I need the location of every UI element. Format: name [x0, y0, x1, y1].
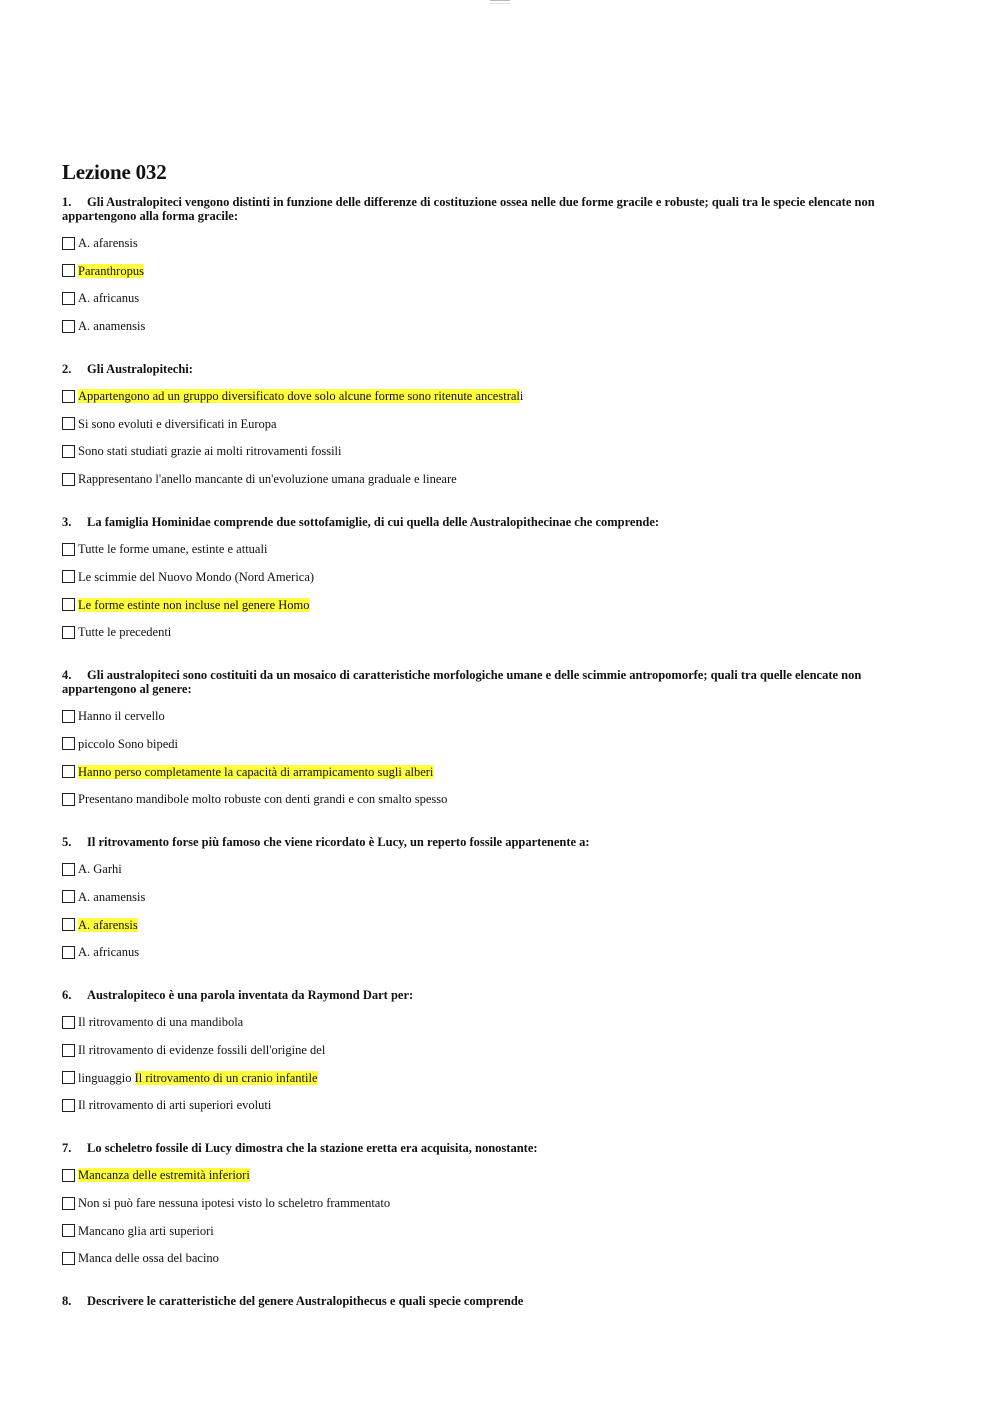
answer-label — [78, 443, 342, 459]
checkbox[interactable] — [62, 570, 75, 583]
answer-label — [78, 1097, 271, 1113]
answer-label — [78, 1042, 325, 1058]
question-spacer — [62, 1266, 902, 1294]
answer-text: Presentano mandibole molto robuste con denti grandi e con smalto spesso — [78, 792, 448, 807]
highlighted-answer: Appartengono ad un gruppo diversificato dove solo alcune forme sono ritenute ancestral — [78, 389, 520, 404]
highlighted-answer: Paranthropus — [78, 263, 144, 278]
checkbox[interactable] — [62, 737, 75, 750]
highlighted-answer: Il ritrovamento di un cranio infantile — [134, 1070, 318, 1085]
checkbox[interactable] — [62, 237, 75, 250]
answer-text: Tutte le precedenti — [78, 625, 172, 640]
answer-option[interactable] — [62, 1223, 902, 1239]
answer-text: Si sono evoluti e diversificati in Europa — [78, 416, 277, 431]
question-label: Australopiteco è una parola inventata da Raymond Dart per: — [87, 988, 414, 1003]
question-number: 1. — [62, 195, 72, 209]
answer-option[interactable] — [62, 1250, 902, 1266]
answer-text: A. afarensis — [78, 236, 138, 250]
checkbox[interactable] — [62, 765, 75, 778]
answer-label — [78, 1167, 250, 1183]
checkbox[interactable] — [62, 918, 75, 931]
answer-label — [78, 1195, 390, 1211]
question-number: 2. — [62, 362, 72, 377]
answer-label — [78, 1014, 243, 1030]
highlighted-answer: Hanno perso completamente la capacità di arrampicamento sugli alberi — [78, 764, 434, 779]
answer-label — [78, 569, 314, 585]
answer-option[interactable] — [62, 917, 902, 933]
answer-option[interactable] — [62, 1042, 902, 1058]
answer-text: A. africanus — [78, 945, 140, 960]
question-number: 3. — [62, 515, 72, 530]
answer-option[interactable] — [62, 471, 902, 487]
question-block — [62, 195, 902, 334]
answer-label — [78, 708, 165, 724]
answer-option[interactable] — [62, 318, 902, 334]
answer-text: Manca delle ossa del bacino — [78, 1251, 219, 1266]
answer-text: A. africanus — [78, 291, 140, 306]
question-text — [62, 835, 894, 849]
answer-prefix: linguaggio — [78, 1070, 135, 1085]
answer-option[interactable] — [62, 889, 902, 905]
answer-text: A. anamensis — [78, 889, 146, 904]
checkbox[interactable] — [62, 417, 75, 430]
question-label: Gli Australopiteci vengono distinti in funzione delle differenze di costituzione ossea nelle due forme gracile e robuste; quali tra le specie elencate non appartengono alla forma gracile: — [62, 195, 875, 223]
answer-label — [78, 1223, 214, 1239]
answer-option[interactable] — [62, 541, 902, 557]
answer-label — [78, 889, 145, 905]
checkbox[interactable] — [62, 710, 75, 723]
answer-label — [78, 917, 138, 933]
checkbox[interactable] — [62, 626, 75, 639]
checkbox[interactable] — [62, 1016, 75, 1029]
answer-text: Mancano glia arti superiori — [78, 1223, 214, 1238]
answer-label — [78, 861, 122, 877]
answer-text: Tutte le forme umane, estinte e attuali — [78, 542, 268, 557]
question-text — [62, 195, 894, 223]
question-text — [62, 1141, 894, 1155]
checkbox[interactable] — [62, 1099, 75, 1112]
checkbox[interactable] — [62, 1197, 75, 1210]
question-number: 4. — [62, 668, 72, 683]
answer-label — [78, 1250, 219, 1266]
question-number: 6. — [62, 988, 72, 1003]
checkbox[interactable] — [62, 1044, 75, 1057]
question-label: Il ritrovamento forse più famoso che viene ricordato è Lucy, un reperto fossile appartenente a: — [87, 835, 590, 850]
checkbox[interactable] — [62, 1224, 75, 1237]
answer-label — [78, 235, 138, 251]
answer-label — [78, 318, 145, 334]
highlighted-answer: Mancanza delle estremità inferiori — [78, 1168, 250, 1183]
answer-label — [78, 597, 310, 613]
answer-option[interactable] — [62, 1070, 902, 1086]
answer-option[interactable] — [62, 569, 902, 585]
answer-text: Sono stati studiati grazie ai molti ritrovamenti fossili — [78, 444, 342, 459]
answer-text: Non si può fare nessuna ipotesi visto lo scheletro frammentato — [78, 1196, 391, 1211]
answer-label — [78, 764, 433, 780]
question-block — [62, 515, 902, 640]
checkbox[interactable] — [62, 863, 75, 876]
checkbox[interactable] — [62, 598, 75, 611]
answer-label — [78, 388, 523, 404]
question-spacer — [62, 807, 902, 835]
answer-label — [78, 416, 277, 432]
answer-text: A. anamensis — [78, 319, 146, 334]
question-spacer — [62, 640, 902, 668]
question-block — [62, 1141, 902, 1266]
question-number: 7. — [62, 1141, 72, 1156]
answer-option[interactable] — [62, 861, 902, 877]
answer-text: A. Garhi — [78, 862, 122, 877]
question-text — [62, 362, 894, 376]
question-text — [62, 668, 894, 696]
answer-text: Il ritrovamento di arti superiori evoluti — [78, 1098, 272, 1113]
answer-label — [78, 541, 267, 557]
question-text — [62, 988, 894, 1002]
answer-option[interactable] — [62, 263, 902, 279]
answer-option[interactable] — [62, 624, 902, 640]
checkbox[interactable] — [62, 543, 75, 556]
answer-text: Hanno il cervello — [78, 709, 165, 724]
question-label: Gli Australopitechi: — [87, 362, 193, 377]
question-label: Gli australopiteci sono costituiti da un mosaico di caratteristiche morfologiche umane e delle scimmie antropomorfe; quali tra quelle elencate non appartengono al genere: — [62, 668, 862, 697]
answer-option[interactable] — [62, 597, 902, 613]
answer-option[interactable] — [62, 944, 902, 960]
answer-option[interactable] — [62, 791, 902, 807]
answer-label — [78, 791, 447, 807]
answer-text: Rappresentano l'anello mancante di un'evoluzione umana graduale e lineare — [78, 472, 457, 487]
checkbox[interactable] — [62, 445, 75, 458]
checkbox[interactable] — [62, 1169, 75, 1182]
checkbox[interactable] — [62, 946, 75, 959]
answer-option[interactable] — [62, 388, 902, 404]
answer-option[interactable] — [62, 736, 902, 752]
question-block — [62, 362, 902, 487]
answer-option[interactable] — [62, 1097, 902, 1113]
checkbox[interactable] — [62, 320, 75, 333]
answer-label — [78, 944, 139, 960]
checkbox[interactable] — [62, 264, 75, 277]
question-label: La famiglia Hominidae comprende due sottofamiglie, di cui quella delle Australopithecinae che comprende: — [87, 515, 660, 530]
answer-option[interactable] — [62, 708, 902, 724]
answer-option[interactable] — [62, 1014, 902, 1030]
answer-text: piccolo Sono bipedi — [78, 736, 178, 751]
checkbox[interactable] — [62, 890, 75, 903]
highlighted-answer: Le forme estinte non incluse nel genere Homo — [78, 597, 310, 612]
question-number: 8. — [62, 1294, 72, 1309]
question-text — [62, 1294, 894, 1308]
question-block — [62, 835, 902, 960]
answer-label — [78, 263, 144, 279]
answer-label — [78, 624, 171, 640]
answer-label — [78, 290, 139, 306]
question-text — [62, 515, 894, 529]
answer-text: Le scimmie del Nuovo Mondo (Nord America) — [78, 569, 315, 584]
question-spacer — [62, 960, 902, 988]
answer-option[interactable] — [62, 235, 902, 251]
question-label: Descrivere le caratteristiche del genere Australopithecus e quali specie comprende — [87, 1294, 524, 1309]
answer-text: Il ritrovamento di evidenze fossili dell'origine del — [78, 1043, 326, 1057]
answer-option[interactable] — [62, 290, 902, 306]
question-label: Lo scheletro fossile di Lucy dimostra che la stazione eretta era acquisita, nonostante: — [87, 1141, 538, 1156]
answer-option[interactable] — [62, 416, 902, 432]
question-list — [62, 195, 902, 1320]
answer-label — [78, 1070, 318, 1086]
checkbox[interactable] — [62, 390, 75, 403]
question-spacer — [62, 334, 902, 362]
answer-text: i — [519, 389, 524, 404]
highlighted-answer: A. afarensis — [78, 917, 138, 932]
page-title: Lezione 032 — [62, 160, 167, 184]
answer-text: Il ritrovamento di una mandibola — [78, 1015, 244, 1030]
checkbox[interactable] — [62, 1071, 75, 1084]
checkbox[interactable] — [62, 793, 75, 806]
question-block — [62, 988, 902, 1113]
answer-label — [78, 471, 457, 487]
answer-label — [78, 736, 178, 752]
question-number: 5. — [62, 835, 72, 850]
question-spacer — [62, 487, 902, 515]
question-spacer — [62, 1113, 902, 1141]
header-mark — [490, 0, 510, 4]
answer-option[interactable] — [62, 1195, 902, 1211]
answer-option[interactable] — [62, 443, 902, 459]
checkbox[interactable] — [62, 292, 75, 305]
answer-option[interactable] — [62, 764, 902, 780]
checkbox[interactable] — [62, 1252, 75, 1265]
question-block — [62, 668, 902, 807]
answer-option[interactable] — [62, 1167, 902, 1183]
checkbox[interactable] — [62, 473, 75, 486]
question-block — [62, 1294, 902, 1308]
